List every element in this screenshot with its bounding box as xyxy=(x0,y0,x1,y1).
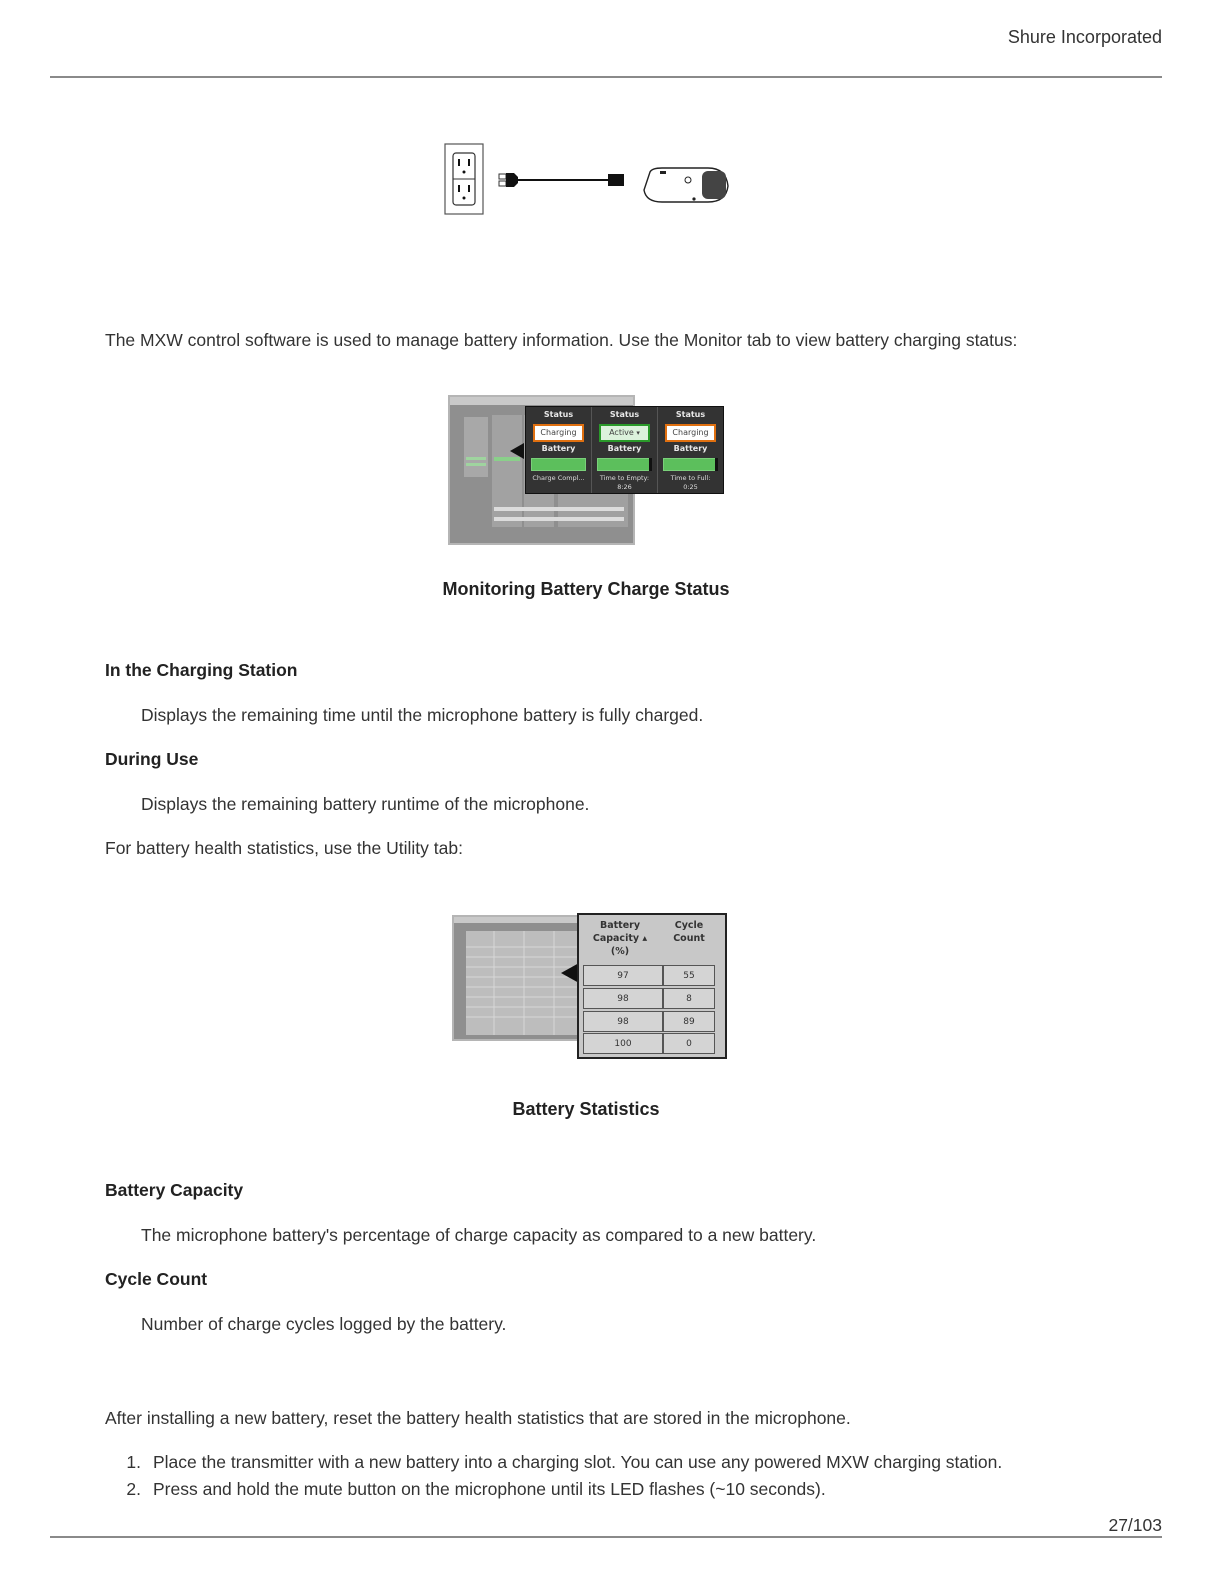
battery-footer xyxy=(661,474,720,492)
intro-paragraph: The MXW control software is used to manage battery information. Use the Monitor tab to view battery charging status: xyxy=(105,330,1018,350)
battery-bar xyxy=(597,458,652,471)
battery-footer-value: 0:25 xyxy=(683,483,698,491)
battery-header: Battery xyxy=(541,444,576,453)
capacity-cell: 97 xyxy=(583,965,663,986)
cycle-header-line: Count xyxy=(673,933,705,944)
monitor-channel-3 xyxy=(658,407,723,493)
capacity-cell: 100 xyxy=(583,1033,663,1054)
cycle-cell: 0 xyxy=(663,1033,715,1054)
status-value: Charging xyxy=(533,424,584,442)
heading-cycle-count: Cycle Count xyxy=(105,1269,208,1289)
monitor-figure-caption: Monitoring Battery Charge Status xyxy=(442,579,730,599)
status-header: Status xyxy=(543,410,574,419)
heading-charging-station: In the Charging Station xyxy=(105,660,298,680)
capacity-cell: 98 xyxy=(583,988,663,1009)
battery-header: Battery xyxy=(607,444,642,453)
company-name: Shure Incorporated xyxy=(1007,27,1162,47)
battery-footer-label: Time to Empty: xyxy=(599,474,650,482)
dropdown-arrow-icon: ▾ xyxy=(636,429,640,437)
microphone-transmitter-icon xyxy=(644,168,728,202)
cycle-header-line: Cycle xyxy=(674,920,704,931)
list-item-text: Place the transmitter with a new battery into a charging slot. You can use any powered MXW charging station. xyxy=(153,1452,1003,1472)
list-item xyxy=(105,1452,1002,1473)
status-value xyxy=(599,424,650,442)
status-value: Charging xyxy=(665,424,716,442)
battery-footer: Charge Compl... xyxy=(532,474,585,482)
footer-divider xyxy=(50,1536,1162,1538)
list-item-number: 2. xyxy=(126,1479,141,1499)
wall-outlet-icon xyxy=(445,144,483,214)
capacity-header-line: (%) xyxy=(610,946,630,957)
charging-station-description: Displays the remaining time until the microphone battery is fully charged. xyxy=(141,705,704,725)
usb-cable-icon xyxy=(499,173,624,187)
monitor-channel-2 xyxy=(592,407,658,493)
list-item-number: 1. xyxy=(126,1452,141,1472)
header-divider xyxy=(50,76,1162,78)
capacity-header-line: Battery xyxy=(599,920,641,931)
battery-bar xyxy=(663,458,718,471)
battery-footer-value: 8:26 xyxy=(617,483,632,491)
cycle-count-description: Number of charge cycles logged by the battery. xyxy=(141,1314,507,1334)
battery-bar xyxy=(531,458,586,471)
page-number: 27/103 xyxy=(1108,1515,1162,1535)
battery-statistics-table xyxy=(577,913,727,1059)
monitor-channel-1 xyxy=(526,407,592,493)
capacity-column-header xyxy=(579,915,661,965)
status-header: Status xyxy=(675,410,706,419)
status-header: Status xyxy=(609,410,640,419)
capacity-header-line: Capacity ▴ xyxy=(592,933,648,944)
utility-paragraph: For battery health statistics, use the Utility tab: xyxy=(105,838,463,858)
battery-footer-label: Time to Full: xyxy=(670,474,711,482)
monitor-status-panel xyxy=(525,406,724,494)
heading-battery-capacity: Battery Capacity xyxy=(105,1180,244,1200)
list-item-text: Press and hold the mute button on the microphone until its LED flashes (~10 seconds). xyxy=(153,1479,826,1499)
battery-header: Battery xyxy=(673,444,708,453)
during-use-description: Displays the remaining battery runtime of the microphone. xyxy=(141,794,590,814)
charging-illustration xyxy=(440,140,740,220)
cycle-cell: 8 xyxy=(663,988,715,1009)
list-item xyxy=(105,1479,826,1500)
cycle-cell: 55 xyxy=(663,965,715,986)
capacity-cell: 98 xyxy=(583,1011,663,1032)
callout-pointer-icon xyxy=(508,443,526,459)
reset-paragraph: After installing a new battery, reset the battery health statistics that are stored in the microphone. xyxy=(105,1408,851,1428)
cycle-cell: 89 xyxy=(663,1011,715,1032)
stats-figure-caption: Battery Statistics xyxy=(512,1099,660,1119)
battery-capacity-description: The microphone battery's percentage of charge capacity as compared to a new battery. xyxy=(141,1225,817,1245)
heading-during-use: During Use xyxy=(105,749,199,769)
battery-footer xyxy=(595,474,654,492)
cycle-column-header xyxy=(661,915,717,965)
status-value-text: Active xyxy=(609,428,634,437)
